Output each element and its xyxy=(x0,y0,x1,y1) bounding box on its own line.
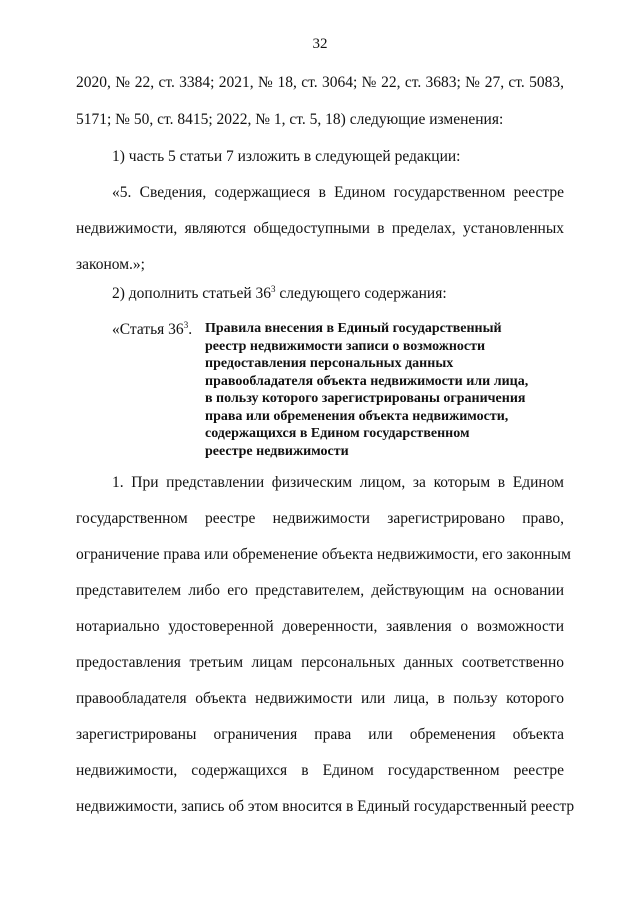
item-2-text-after: следующего содержания: xyxy=(275,285,447,302)
body-line: правообладателя объекта недвижимости или лица, в пользу которого xyxy=(76,690,564,707)
article-title-line: правообладателя объекта недвижимости или лица, xyxy=(205,373,529,389)
body-line: недвижимости, запись об этом вносится в Единый государственный реестр xyxy=(76,798,575,815)
body-line: 1. При представлении физическим лицом, за которым в Едином xyxy=(112,474,564,491)
article-title-line: в пользу которого зарегистрированы ограничения xyxy=(205,391,526,406)
item-1: 1) часть 5 статьи 7 изложить в следующей редакции: xyxy=(112,148,461,165)
article-title-line: права или обременения объекта недвижимости, xyxy=(205,408,509,424)
article-title-line: содержащихся в Едином государственном xyxy=(205,426,470,441)
article-label-before: «Статья 36 xyxy=(112,321,184,338)
body-line: нотариально удостоверенной доверенности, заявления о возможности xyxy=(76,618,564,635)
item-2-superscript: 3 xyxy=(271,283,276,294)
body-line: зарегистрированы ограничения права или обременения объекта xyxy=(76,726,564,743)
article-title xyxy=(205,320,565,460)
item-2 xyxy=(112,284,564,304)
body-line: государственном реестре недвижимости зарегистрировано право, xyxy=(76,510,564,527)
intro-line-1: 2020, № 22, ст. 3384; 2021, № 18, ст. 3064; № 22, ст. 3683; № 27, ст. 5083, xyxy=(76,74,564,91)
quote-line-1: «5. Сведения, содержащиеся в Едином государственном реестре xyxy=(112,184,564,201)
article-title-line: Правила внесения в Единый государственный xyxy=(205,321,502,336)
article-label-superscript: 3 xyxy=(183,319,189,330)
article-label xyxy=(112,320,192,340)
article-title-line: предоставления персональных данных xyxy=(205,356,454,371)
body-line: ограничение права или обременение объекта недвижимости, его законным xyxy=(76,546,571,563)
body-line: представителем либо его представителем, действующим на основании xyxy=(76,582,564,599)
article-label-after: . xyxy=(188,321,193,338)
quote-line-3: законом.»; xyxy=(76,256,145,273)
intro-line-2: 5171; № 50, ст. 8415; 2022, № 1, ст. 5, 18) следующие изменения: xyxy=(76,111,504,128)
body-line: недвижимости, содержащихся в Едином государственном реестре xyxy=(76,762,564,779)
quote-line-2: недвижимости, являются общедоступными в пределах, установленных xyxy=(76,220,564,237)
page-number: 32 xyxy=(312,36,328,52)
article-title-line: реестре недвижимости xyxy=(205,443,349,459)
article-title-line: реестр недвижимости записи о возможности xyxy=(205,338,486,354)
item-2-text-before: 2) дополнить статьей 36 xyxy=(112,285,272,302)
body-line: предоставления третьим лицам персональных данных соответственно xyxy=(76,654,564,671)
